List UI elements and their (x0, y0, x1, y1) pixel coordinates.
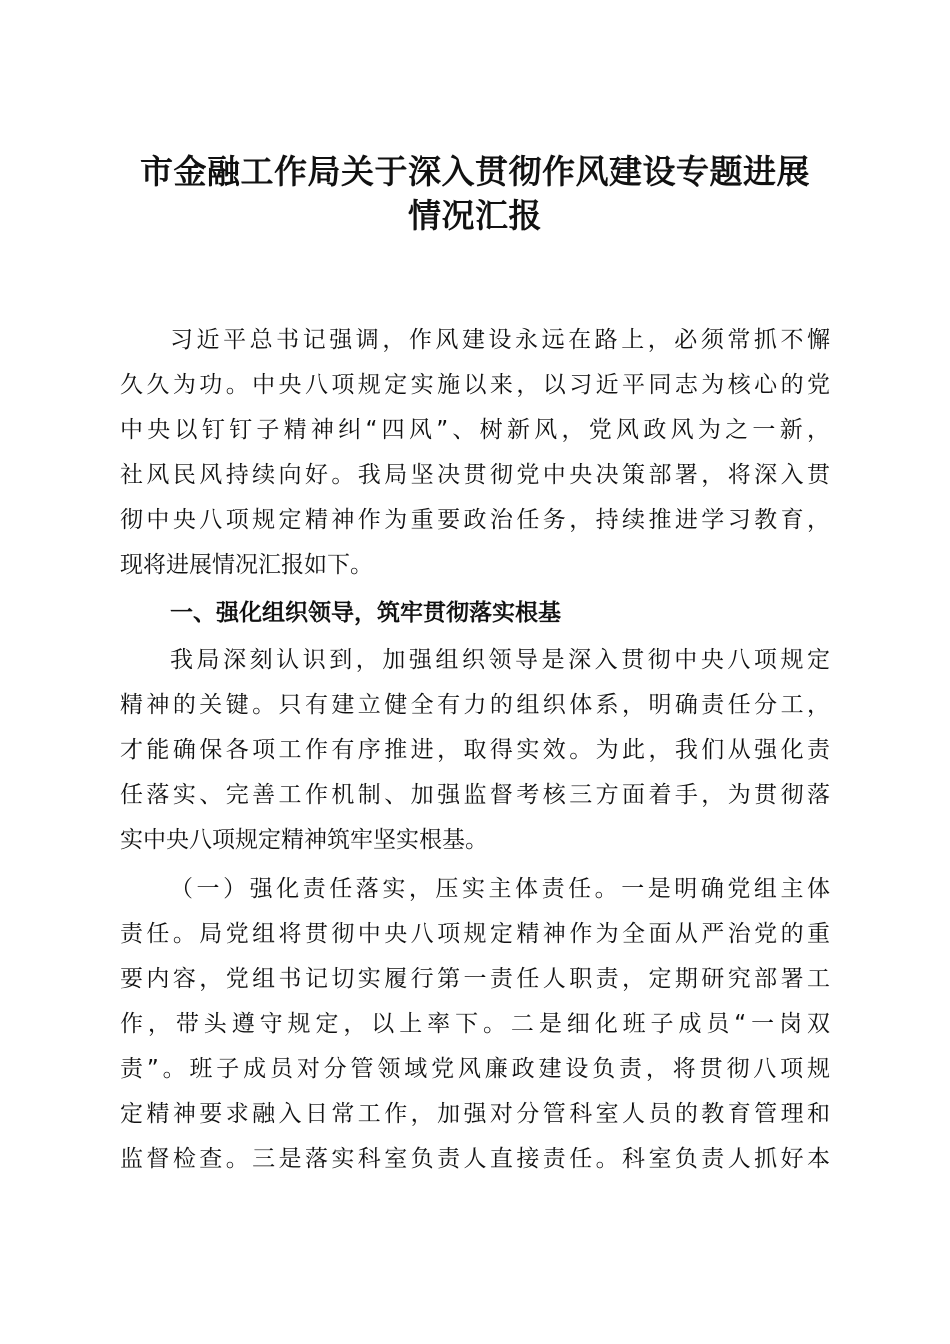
title-line-2: 情况汇报 (408, 196, 542, 235)
paragraph-line: 实中央八项规定精神筑牢坚实根基。 (120, 827, 488, 853)
paragraph-line: （一）强化责任落实，压实主体责任。一是明确党组主体 (170, 876, 830, 902)
paragraph-line: 社风民风持续向好。我局坚决贯彻党中央决策部署，将深入贯 (120, 462, 830, 488)
paragraph-line: 习近平总书记强调，作风建设永远在路上，必须常抓不懈 (170, 327, 830, 353)
paragraph-line: 作，带头遵守规定，以上率下。二是细化班子成员“一岗双 (120, 1011, 830, 1037)
paragraph-line: 现将进展情况汇报如下。 (120, 552, 373, 578)
paragraph-line: 精神的关键。只有建立健全有力的组织体系，明确责任分工， (120, 692, 830, 718)
paragraph-line: 监督检查。三是落实科室负责人直接责任。科室负责人抓好本 (120, 1146, 830, 1172)
paragraph-line: 定精神要求融入日常工作，加强对分管科室人员的教育管理和 (120, 1101, 830, 1127)
paragraph-line: 要内容，党组书记切实履行第一责任人职责，定期研究部署工 (120, 966, 830, 992)
paragraph-line: 彻中央八项规定精神作为重要政治任务，持续推进学习教育， (120, 507, 830, 533)
paragraph-line: 中央以钉钉子精神纠“四风”、树新风，党风政风为之一新， (120, 417, 830, 443)
document-body (120, 318, 830, 1182)
section-heading: 一、强化组织领导，筑牢贯彻落实根基 (170, 600, 561, 626)
title-line-1: 市金融工作局关于深入贯彻作风建设专题进展 (140, 152, 810, 191)
paragraph-line: 才能确保各项工作有序推进，取得实效。为此，我们从强化责 (120, 737, 830, 763)
paragraph-line: 责任。局党组将贯彻中央八项规定精神作为全面从严治党的重 (120, 921, 830, 947)
document-title (100, 150, 850, 238)
paragraph-line: 久久为功。中央八项规定实施以来，以习近平同志为核心的党 (120, 372, 830, 398)
paragraph-line: 任落实、完善工作机制、加强监督考核三方面着手，为贯彻落 (120, 782, 830, 808)
paragraph-line: 责”。班子成员对分管领域党风廉政建设负责，将贯彻八项规 (120, 1056, 830, 1082)
paragraph-line: 我局深刻认识到，加强组织领导是深入贯彻中央八项规定 (170, 647, 830, 673)
